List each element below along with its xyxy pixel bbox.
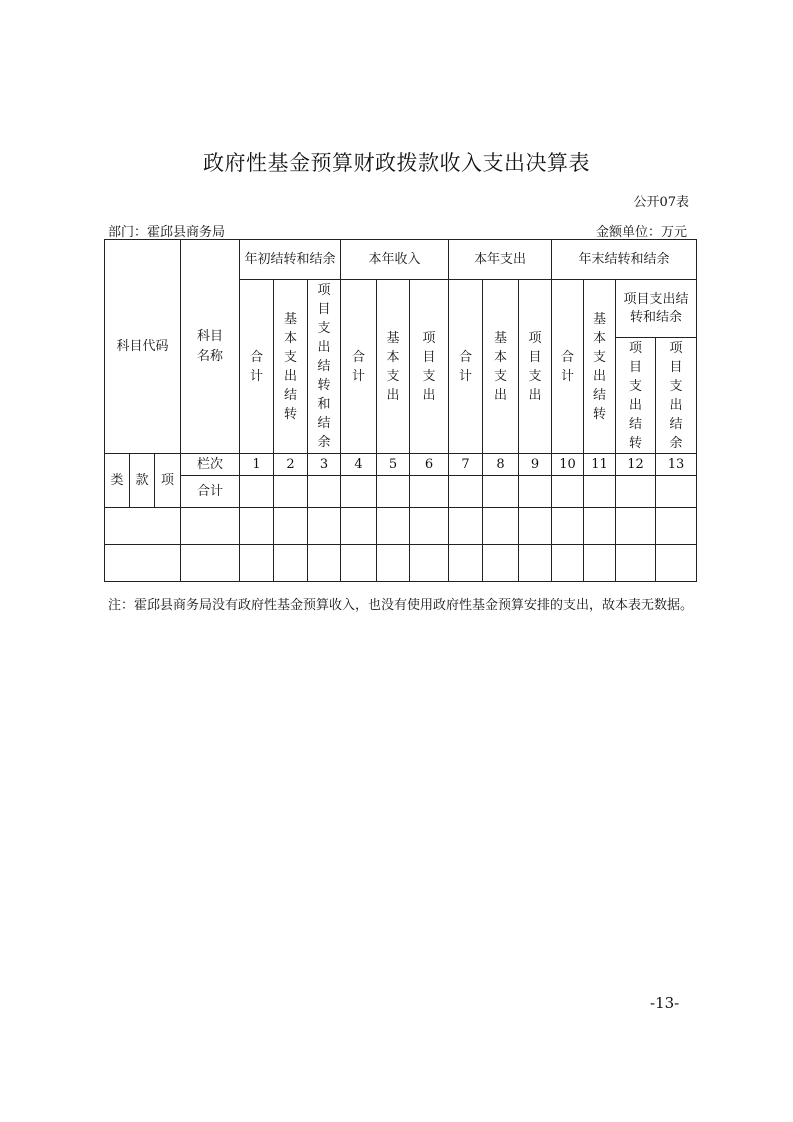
unit-label: 金额单位：万元 xyxy=(595,225,687,240)
row-index-label: 栏次 xyxy=(181,454,240,476)
data-cell xyxy=(341,476,377,508)
header-end-project-group: 项目支出结转和结余 xyxy=(616,280,697,338)
header-begin-total: 合计 xyxy=(240,280,274,454)
data-cell xyxy=(584,476,616,508)
department-label: 部门：霍邱县商务局 xyxy=(108,225,226,240)
data-cell xyxy=(377,476,410,508)
data-cell xyxy=(616,508,656,545)
data-cell xyxy=(519,476,552,508)
header-expense-basic: 基本支出 xyxy=(483,280,519,454)
data-cell xyxy=(377,545,410,582)
header-subject-name: 科目名称 xyxy=(181,240,240,454)
row-number: 11 xyxy=(584,454,616,476)
data-cell xyxy=(274,545,308,582)
row-number: 10 xyxy=(552,454,584,476)
footnote: 注：霍邱县商务局没有政府性基金预算收入，也没有使用政府性基金预算安排的支出，故本表无数据。 xyxy=(108,598,694,613)
data-cell xyxy=(616,545,656,582)
budget-table xyxy=(104,239,697,582)
data-cell xyxy=(341,508,377,545)
data-cell xyxy=(410,508,449,545)
data-cell xyxy=(410,545,449,582)
row-number: 13 xyxy=(656,454,697,476)
data-cell xyxy=(519,508,552,545)
row-number: 3 xyxy=(308,454,341,476)
header-subject-code: 科目代码 xyxy=(105,240,181,454)
header-income-total: 合计 xyxy=(341,280,377,454)
data-cell xyxy=(552,508,584,545)
header-group-begin: 年初结转和结余 xyxy=(240,240,341,280)
header-begin-basic-carry: 基本支出结转 xyxy=(274,280,308,454)
data-cell xyxy=(656,508,697,545)
page-title: 政府性基金预算财政拨款收入支出决算表 xyxy=(203,151,590,175)
data-cell xyxy=(483,545,519,582)
data-cell xyxy=(274,476,308,508)
empty-code-cell xyxy=(105,508,181,545)
data-cell xyxy=(449,508,483,545)
data-cell xyxy=(240,545,274,582)
data-cell xyxy=(616,476,656,508)
data-cell xyxy=(377,508,410,545)
data-cell xyxy=(552,545,584,582)
data-cell xyxy=(656,476,697,508)
row-number: 7 xyxy=(449,454,483,476)
header-kuan: 款 xyxy=(130,454,155,508)
header-income-project: 项目支出 xyxy=(410,280,449,454)
row-total-label: 合计 xyxy=(181,476,240,508)
data-cell xyxy=(308,508,341,545)
data-cell xyxy=(584,545,616,582)
data-cell xyxy=(308,476,341,508)
data-cell xyxy=(274,508,308,545)
header-income-basic: 基本支出 xyxy=(377,280,410,454)
data-cell xyxy=(240,508,274,545)
empty-name-cell xyxy=(181,508,240,545)
header-end-basic-carry: 基本支出结转 xyxy=(584,280,616,454)
data-cell xyxy=(341,545,377,582)
data-cell xyxy=(656,545,697,582)
empty-code-cell xyxy=(105,545,181,582)
header-xiang: 项 xyxy=(155,454,181,508)
data-cell xyxy=(519,545,552,582)
data-cell xyxy=(483,508,519,545)
header-group-end: 年末结转和结余 xyxy=(552,240,697,280)
form-code: 公开07表 xyxy=(633,195,689,210)
header-expense-total: 合计 xyxy=(449,280,483,454)
row-number: 5 xyxy=(377,454,410,476)
header-expense-project: 项目支出 xyxy=(519,280,552,454)
page-number: -13- xyxy=(650,994,680,1012)
header-begin-project-carry-surplus: 项目支出结转和结余 xyxy=(308,280,341,454)
data-cell xyxy=(584,508,616,545)
data-cell xyxy=(308,545,341,582)
header-end-project-surplus: 项目支出结余 xyxy=(656,338,697,454)
row-number: 4 xyxy=(341,454,377,476)
data-cell xyxy=(410,476,449,508)
data-cell xyxy=(552,476,584,508)
empty-name-cell xyxy=(181,545,240,582)
data-cell xyxy=(240,476,274,508)
header-end-project-carry: 项目支出结转 xyxy=(616,338,656,454)
row-number: 1 xyxy=(240,454,274,476)
header-group-income: 本年收入 xyxy=(341,240,449,280)
data-cell xyxy=(449,476,483,508)
data-cell xyxy=(483,476,519,508)
data-cell xyxy=(449,545,483,582)
header-cls: 类 xyxy=(105,454,130,508)
header-group-expense: 本年支出 xyxy=(449,240,552,280)
header-end-total: 合计 xyxy=(552,280,584,454)
row-number: 12 xyxy=(616,454,656,476)
row-number: 8 xyxy=(483,454,519,476)
row-number: 2 xyxy=(274,454,308,476)
row-number: 9 xyxy=(519,454,552,476)
row-number: 6 xyxy=(410,454,449,476)
